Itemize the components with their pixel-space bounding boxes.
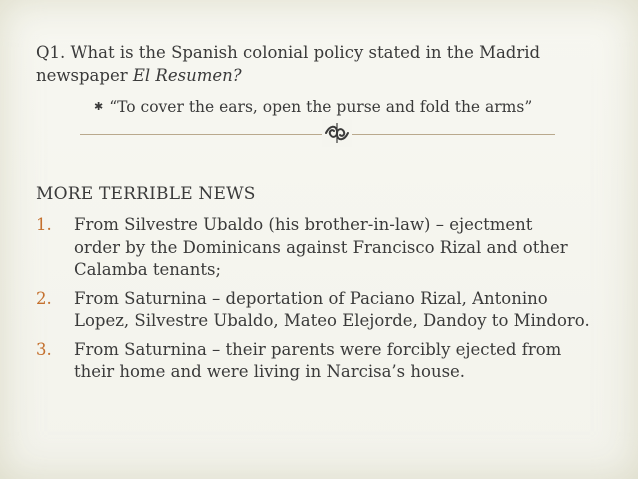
news-list [36,214,606,390]
quote-bullet-icon: ✱ [94,100,104,113]
list-item-text: From Silvestre Ubaldo (his brother-in-law) – ejectment [74,215,533,234]
list-item-text: Lopez, Silvestre Ubaldo, Mateo Elejorde, Dandoy to Mindoro. [74,311,590,330]
question-line-2-prefix: newspaper [36,66,133,85]
list-item [36,288,606,333]
list-item [36,339,606,384]
list-item-text: From Saturnina – deportation of Paciano Rizal, Antonino [74,288,548,308]
list-item-text: their home and were living in Narcisa’s house. [74,362,466,381]
list-item-text: From Saturnina – their parents were forcibly ejected from [74,339,562,359]
list-item-number: 2. [36,288,52,308]
divider-line-right [352,134,555,135]
quote-text: “To cover the ears, open the purse and fold the arms” [109,98,533,116]
question-line-1: Q1. What is the Spanish colonial policy stated in the Madrid [36,43,541,62]
list-item-number: 1. [36,215,52,234]
newspaper-name: El Resumen? [132,66,242,85]
ornament-flourish-icon [322,119,352,147]
question-line-2 [36,64,596,87]
list-item-text: order by the Dominicans against Francisco Rizal and other [74,237,568,257]
list-item-text: Calamba tenants; [74,260,222,279]
list-item [36,214,606,282]
list-item-number: 3. [36,339,52,359]
quote [94,96,614,120]
divider-line-left [80,134,325,135]
section-heading: MORE TERRIBLE NEWS [36,184,256,204]
